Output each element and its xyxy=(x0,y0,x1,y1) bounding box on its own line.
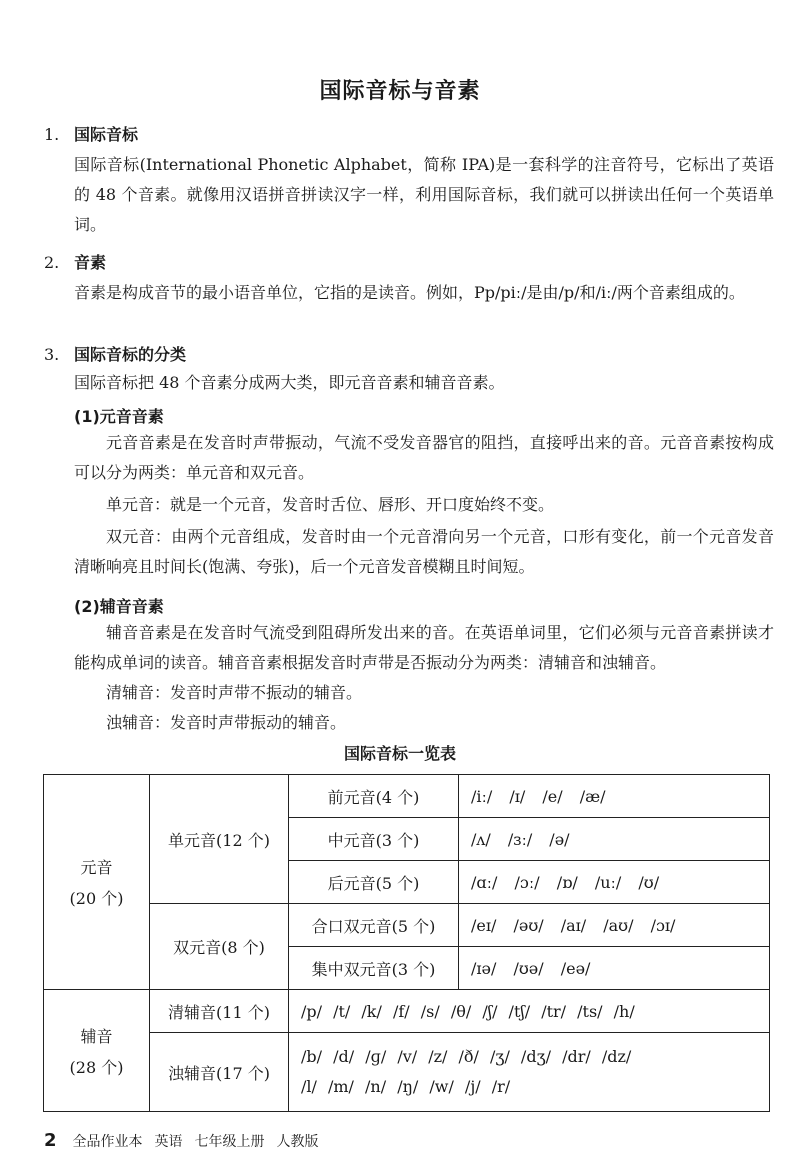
paragraph-diphthong: 双元音：由两个元音组成，发音时由一个元音滑向另一个元音，口形有变化，前一个元音发音清晰响亮且时间长(饱满、夸张)，后一个元音发音模糊且时间短。 xyxy=(74,527,774,576)
paragraph-ipa: 国际音标(International Phonetic Alphabet，简称 IPA)是一套科学的注音符号，它标出了英语的 48 个音素。就像用汉语拼音拼读汉字一样，利用国际音标，我们就可以拼读出任何一个英语单词。 xyxy=(74,155,774,234)
back-vowel-label: 后元音(5 个) xyxy=(289,861,459,904)
front-vowel-label: 前元音(4 个) xyxy=(289,775,459,818)
section-title: 音素 xyxy=(74,253,107,272)
table-row xyxy=(44,775,770,818)
page-number: 2 xyxy=(44,1130,57,1151)
central-vowel-symbols: /ʌ/ /ɜː/ /ə/ xyxy=(459,818,770,861)
section-heading-3 xyxy=(44,342,186,365)
footer xyxy=(44,1130,331,1151)
voiceless-label: 清辅音(11 个) xyxy=(150,990,289,1033)
subheading-vowels: (1)元音音素 xyxy=(74,407,164,426)
closing-diphthong-label: 合口双元音(5 个) xyxy=(289,904,459,947)
section-title: 国际音标 xyxy=(74,125,139,144)
table-row xyxy=(44,990,770,1033)
voiced-symbols-cell xyxy=(289,1033,770,1112)
table-title: 国际音标一览表 xyxy=(343,744,456,763)
voiced-symbols-row-1: /b/ /d/ /ɡ/ /v/ /z/ /ð/ /ʒ/ /dʒ/ /dr/ /dz/ xyxy=(301,1047,632,1066)
edition: 人教版 xyxy=(276,1134,319,1150)
paragraph-voiceless: 清辅音：发音时声带不振动的辅音。 xyxy=(106,683,363,702)
book-name: 全品作业本 xyxy=(72,1134,143,1150)
monophthong-label: 单元音(12 个) xyxy=(150,775,289,904)
voiced-label: 浊辅音(17 个) xyxy=(150,1033,289,1112)
centering-diphthong-symbols: /ɪə/ /ʊə/ /eə/ xyxy=(459,947,770,990)
section-number: 2. xyxy=(44,253,60,272)
paragraph-phoneme: 音素是构成音节的最小语音单位，它指的是读音。例如，Pp/piː/是由/p/和/iː/两个音素组成的。 xyxy=(74,283,745,302)
consonant-cell xyxy=(44,990,150,1112)
section-number: 3. xyxy=(44,345,60,364)
centering-diphthong-label: 集中双元音(3 个) xyxy=(289,947,459,990)
paragraph-consonants: 辅音音素是在发音时气流受到阻碍所发出来的音。在英语单词里，它们必须与元音音素拼读才能构成单词的读音。辅音音素根据发音时声带是否振动分为两类：清辅音和浊辅音。 xyxy=(74,623,774,672)
consonant-count: (28 个) xyxy=(69,1057,124,1077)
paragraph-classification: 国际音标把 48 个音素分成两大类，即元音音素和辅音音素。 xyxy=(74,373,505,392)
closing-diphthong-symbols: /eɪ/ /əʊ/ /aɪ/ /aʊ/ /ɔɪ/ xyxy=(459,904,770,947)
subheading-consonants: (2)辅音音素 xyxy=(74,597,164,616)
section-title: 国际音标的分类 xyxy=(74,345,187,364)
paragraph-voiced: 浊辅音：发音时声带振动的辅音。 xyxy=(106,713,347,732)
page-title: 国际音标与音素 xyxy=(319,79,481,104)
consonant-label: 辅音 xyxy=(80,1026,113,1046)
diphthong-label: 双元音(8 个) xyxy=(150,904,289,990)
vowel-label: 元音 xyxy=(80,858,113,877)
front-vowel-symbols: /iː/ /ɪ/ /e/ /æ/ xyxy=(459,775,770,818)
central-vowel-label: 中元音(3 个) xyxy=(289,818,459,861)
voiceless-symbols: /p/ /t/ /k/ /f/ /s/ /θ/ /ʃ/ /tʃ/ /tr/ /ts/ /h/ xyxy=(289,990,770,1033)
vowel-cell xyxy=(44,775,150,990)
table-row xyxy=(44,904,770,947)
vowel-count: (20 个) xyxy=(69,889,124,908)
table-row xyxy=(44,1033,770,1112)
paragraph-monophthong: 单元音：就是一个元音，发音时舌位、唇形、开口度始终不变。 xyxy=(106,495,555,514)
back-vowel-symbols: /ɑː/ /ɔː/ /ɒ/ /uː/ /ʊ/ xyxy=(459,861,770,904)
section-heading-1 xyxy=(44,122,138,145)
section-heading-2 xyxy=(44,250,106,273)
ipa-table xyxy=(43,774,770,1112)
paragraph-vowels: 元音音素是在发音时声带振动，气流不受发音器官的阻挡，直接呼出来的音。元音音素按构成可以分为两类：单元音和双元音。 xyxy=(74,433,774,482)
subject: 英语 xyxy=(154,1134,183,1150)
grade: 七年级上册 xyxy=(194,1134,265,1150)
voiced-symbols-row-2: /l/ /m/ /n/ /ŋ/ /w/ /j/ /r/ xyxy=(301,1077,511,1096)
section-number: 1. xyxy=(44,125,60,144)
